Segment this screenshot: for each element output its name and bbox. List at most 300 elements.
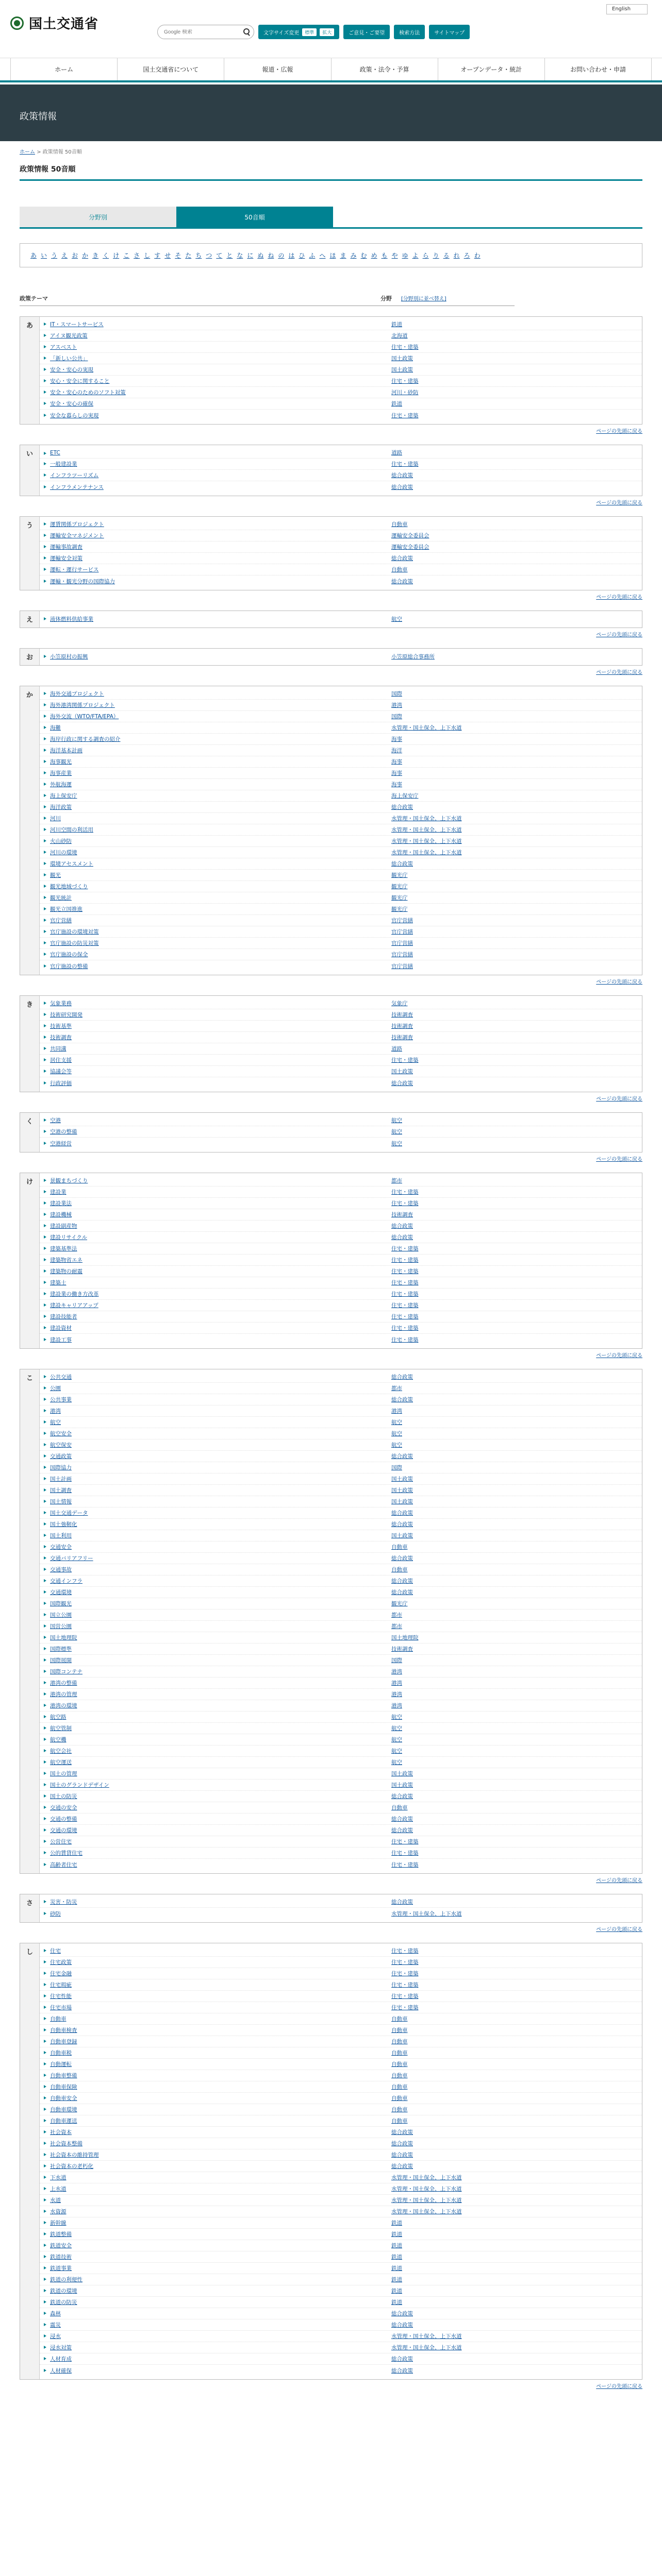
- policy-field-link[interactable]: 総合政策: [391, 1374, 413, 1380]
- policy-theme-link[interactable]: 社会資本: [40, 2128, 391, 2136]
- policy-theme-link[interactable]: 空港経営: [40, 1140, 391, 1147]
- policy-theme-link[interactable]: 技術基準: [40, 1022, 391, 1030]
- policy-theme-link[interactable]: 官庁施設の環境対策: [40, 928, 391, 936]
- policy-field-link[interactable]: 総合政策: [391, 578, 413, 585]
- policy-field-link[interactable]: 国土政策: [391, 367, 413, 373]
- kana-link[interactable]: の: [278, 252, 285, 259]
- policy-theme-link[interactable]: 国土計画: [40, 1475, 391, 1483]
- policy-theme-link[interactable]: アイヌ観光政策: [40, 332, 391, 340]
- policy-field-link[interactable]: 鉄道: [391, 401, 402, 407]
- policy-field-link[interactable]: 都市: [391, 1385, 402, 1392]
- kana-link[interactable]: せ: [164, 252, 171, 259]
- policy-theme-link[interactable]: 国際協力: [40, 1464, 391, 1471]
- kana-link[interactable]: あ: [30, 252, 37, 259]
- policy-theme-link[interactable]: 運輸安全対策: [40, 554, 391, 562]
- policy-field-link[interactable]: 自動車: [391, 521, 408, 528]
- kana-link[interactable]: も: [381, 252, 388, 259]
- policy-field-link[interactable]: 鉄道: [391, 2243, 402, 2249]
- policy-theme-link[interactable]: 社会資本の維持管理: [40, 2151, 391, 2159]
- policy-field-link[interactable]: 河川・砂防: [391, 389, 419, 396]
- policy-field-link[interactable]: 自動車: [391, 2050, 408, 2056]
- policy-theme-link[interactable]: 港湾の環境: [40, 1702, 391, 1709]
- nav-about[interactable]: 国土交通省について: [117, 58, 224, 80]
- page-top-link[interactable]: ページの先頭に戻る: [596, 670, 642, 675]
- page-top-link[interactable]: ページの先頭に戻る: [596, 2384, 642, 2389]
- policy-theme-link[interactable]: 安心・安全に関すること: [40, 377, 391, 385]
- policy-theme-link[interactable]: 社会資本の老朽化: [40, 2162, 391, 2170]
- policy-field-link[interactable]: 国土政策: [391, 1782, 413, 1788]
- policy-field-link[interactable]: 水管理・国土保全、上下水道: [391, 827, 462, 833]
- policy-theme-link[interactable]: 鉄道技術: [40, 2253, 391, 2261]
- policy-field-link[interactable]: 総合政策: [391, 804, 413, 810]
- policy-field-link[interactable]: 国際: [391, 1657, 402, 1664]
- policy-theme-link[interactable]: 鉄道の利便性: [40, 2276, 391, 2283]
- policy-field-link[interactable]: 住宅・建築: [391, 378, 419, 384]
- policy-theme-link[interactable]: 一般建設業: [40, 460, 391, 468]
- policy-theme-link[interactable]: IT・スマートサービス: [40, 320, 391, 328]
- kana-link[interactable]: き: [92, 252, 99, 259]
- policy-theme-link[interactable]: 住宅瑕疵: [40, 1981, 391, 1989]
- policy-theme-link[interactable]: 浸水: [40, 2332, 391, 2340]
- policy-field-link[interactable]: 道路: [391, 1046, 402, 1052]
- policy-field-link[interactable]: 航空: [391, 1748, 402, 1754]
- policy-theme-link[interactable]: 海洋基本計画: [40, 747, 391, 754]
- policy-field-link[interactable]: 国土政策: [391, 1771, 413, 1777]
- page-top-link[interactable]: ページの先頭に戻る: [596, 429, 642, 434]
- policy-field-link[interactable]: 自動車: [391, 2118, 408, 2124]
- policy-field-link[interactable]: 水管理・国土保全、上下水道: [391, 838, 462, 844]
- kana-link[interactable]: と: [226, 252, 233, 259]
- kana-link[interactable]: ろ: [464, 252, 470, 259]
- policy-theme-link[interactable]: 住宅市場: [40, 2004, 391, 2011]
- policy-theme-link[interactable]: 国土の防災: [40, 1792, 391, 1800]
- kana-link[interactable]: そ: [175, 252, 181, 259]
- policy-theme-link[interactable]: 建築物の耐震: [40, 1267, 391, 1275]
- policy-theme-link[interactable]: 環境アセスメント: [40, 860, 391, 868]
- kana-link[interactable]: は: [288, 252, 295, 259]
- policy-theme-link[interactable]: 国土のグランドデザイン: [40, 1781, 391, 1789]
- policy-field-link[interactable]: 住宅・建築: [391, 1336, 419, 1343]
- policy-field-link[interactable]: 住宅・建築: [391, 1325, 419, 1331]
- kana-link[interactable]: し: [144, 252, 151, 259]
- policy-theme-link[interactable]: 災害・防災: [40, 1898, 391, 1906]
- policy-theme-link[interactable]: 国立公園: [40, 1611, 391, 1619]
- policy-field-link[interactable]: 自動車: [391, 2073, 408, 2079]
- policy-field-link[interactable]: 総合政策: [391, 861, 413, 867]
- policy-theme-link[interactable]: 海事産業: [40, 769, 391, 777]
- policy-field-link[interactable]: 自動車: [391, 567, 408, 573]
- policy-theme-link[interactable]: 安全・安心の確保: [40, 400, 391, 408]
- policy-theme-link[interactable]: 下水道: [40, 2174, 391, 2181]
- policy-theme-link[interactable]: 液体燃料供給事業: [40, 615, 391, 623]
- policy-theme-link[interactable]: 建設業の働き方改革: [40, 1290, 391, 1298]
- policy-theme-link[interactable]: 協議会等: [40, 1067, 391, 1075]
- kana-link[interactable]: え: [61, 252, 68, 259]
- policy-theme-link[interactable]: 国土交通データ: [40, 1509, 391, 1517]
- kana-link[interactable]: る: [443, 252, 450, 259]
- policy-field-link[interactable]: 住宅・建築: [391, 1057, 419, 1063]
- policy-field-link[interactable]: 総合政策: [391, 2129, 413, 2136]
- policy-theme-link[interactable]: 航空路: [40, 1713, 391, 1721]
- policy-theme-link[interactable]: 空港: [40, 1116, 391, 1124]
- policy-field-link[interactable]: 住宅・建築: [391, 461, 419, 467]
- policy-field-link[interactable]: 国土政策: [391, 355, 413, 362]
- policy-theme-link[interactable]: 建築基準法: [40, 1245, 391, 1252]
- policy-theme-link[interactable]: 自動車検査: [40, 2026, 391, 2034]
- policy-field-link[interactable]: 住宅・建築: [391, 1993, 419, 1999]
- policy-theme-link[interactable]: 航空会社: [40, 1747, 391, 1755]
- page-top-link[interactable]: ページの先頭に戻る: [596, 1878, 642, 1884]
- policy-theme-link[interactable]: 運転・運行サービス: [40, 566, 391, 573]
- kana-link[interactable]: う: [51, 252, 58, 259]
- policy-field-link[interactable]: 港湾: [391, 702, 402, 708]
- policy-field-link[interactable]: 技術調査: [391, 1023, 413, 1029]
- policy-theme-link[interactable]: インフラツーリズム: [40, 471, 391, 479]
- sitemap-button[interactable]: サイトマップ: [429, 25, 470, 39]
- page-top-link[interactable]: ページの先頭に戻る: [596, 1157, 642, 1162]
- policy-field-link[interactable]: 気象庁: [391, 1001, 408, 1007]
- policy-field-link[interactable]: 水管理・国土保全、上下水道: [391, 1910, 462, 1917]
- policy-field-link[interactable]: 住宅・建築: [391, 1982, 419, 1988]
- policy-field-link[interactable]: 港湾: [391, 1703, 402, 1709]
- policy-field-link[interactable]: 住宅・建築: [391, 1971, 419, 1977]
- policy-field-link[interactable]: 航空: [391, 1725, 402, 1732]
- tab-kana[interactable]: 50音順: [176, 207, 333, 227]
- policy-field-link[interactable]: 住宅・建築: [391, 1861, 419, 1868]
- policy-field-link[interactable]: 観光庁: [391, 906, 408, 912]
- nav-press[interactable]: 報道・広報: [224, 58, 330, 80]
- policy-field-link[interactable]: 国際: [391, 691, 402, 697]
- nav-policy[interactable]: 政策・法令・予算: [331, 58, 438, 80]
- kana-link[interactable]: み: [350, 252, 357, 259]
- policy-theme-link[interactable]: 観光統計: [40, 894, 391, 902]
- policy-theme-link[interactable]: 上水道: [40, 2185, 391, 2193]
- policy-field-link[interactable]: 自動車: [391, 2095, 408, 2102]
- policy-theme-link[interactable]: 公営住宅: [40, 1838, 391, 1845]
- policy-field-link[interactable]: 自動車: [391, 2027, 408, 2033]
- policy-field-link[interactable]: 水管理・国土保全、上下水道: [391, 725, 462, 731]
- policy-field-link[interactable]: 海事: [391, 782, 402, 788]
- policy-field-link[interactable]: 航空: [391, 1759, 402, 1766]
- policy-theme-link[interactable]: 航空安全: [40, 1430, 391, 1437]
- kana-link[interactable]: ひ: [299, 252, 305, 259]
- policy-theme-link[interactable]: 自動車安全: [40, 2094, 391, 2102]
- policy-theme-link[interactable]: 国土の管理: [40, 1770, 391, 1777]
- opinion-button[interactable]: ご意見・ご要望: [343, 25, 390, 39]
- policy-field-link[interactable]: 住宅・建築: [391, 1302, 419, 1309]
- policy-theme-link[interactable]: アスベスト: [40, 343, 391, 351]
- kana-link[interactable]: く: [103, 252, 109, 259]
- policy-field-link[interactable]: 自動車: [391, 1544, 408, 1550]
- policy-theme-link[interactable]: 運輸・観光分野の国際協力: [40, 578, 391, 585]
- policy-field-link[interactable]: 航空: [391, 1140, 402, 1147]
- policy-field-link[interactable]: 自動車: [391, 1567, 408, 1573]
- policy-field-link[interactable]: 住宅・建築: [391, 1291, 419, 1297]
- policy-field-link[interactable]: 水管理・国土保全、上下水道: [391, 850, 462, 856]
- policy-theme-link[interactable]: 交通インフラ: [40, 1577, 391, 1585]
- policy-theme-link[interactable]: 安全・安心の実現: [40, 366, 391, 374]
- policy-theme-link[interactable]: 「新しい公共」: [40, 354, 391, 362]
- policy-theme-link[interactable]: 技術調査: [40, 1033, 391, 1041]
- policy-theme-link[interactable]: 官庁施設の保全: [40, 951, 391, 958]
- policy-field-link[interactable]: 自動車: [391, 1805, 408, 1811]
- policy-field-link[interactable]: 総合政策: [391, 1453, 413, 1460]
- search-input[interactable]: [164, 29, 241, 35]
- policy-theme-link[interactable]: 国営公園: [40, 1622, 391, 1630]
- policy-theme-link[interactable]: 人材確保: [40, 2367, 391, 2375]
- policy-field-link[interactable]: 住宅・建築: [391, 1850, 419, 1856]
- policy-field-link[interactable]: 運輸安全委員会: [391, 533, 429, 539]
- policy-theme-link[interactable]: 交通政策: [40, 1452, 391, 1460]
- policy-field-link[interactable]: 住宅・建築: [391, 2005, 419, 2011]
- kana-link[interactable]: ち: [195, 252, 202, 259]
- policy-field-link[interactable]: 航空: [391, 1442, 402, 1448]
- policy-field-link[interactable]: 都市: [391, 1612, 402, 1618]
- site-logo[interactable]: [10, 13, 98, 32]
- kana-link[interactable]: ま: [340, 252, 346, 259]
- policy-field-link[interactable]: 国土地理院: [391, 1635, 419, 1641]
- policy-theme-link[interactable]: 鉄道整備: [40, 2230, 391, 2238]
- policy-field-link[interactable]: 海上保安庁: [391, 793, 419, 799]
- kana-link[interactable]: ら: [422, 252, 429, 259]
- policy-theme-link[interactable]: 自動運転: [40, 2060, 391, 2068]
- kana-link[interactable]: け: [113, 252, 120, 259]
- policy-field-link[interactable]: 官庁営繕: [391, 918, 413, 924]
- policy-theme-link[interactable]: 官庁営繕: [40, 917, 391, 924]
- policy-theme-link[interactable]: 運賃関係プロジェクト: [40, 520, 391, 528]
- policy-field-link[interactable]: 総合政策: [391, 1223, 413, 1229]
- policy-field-link[interactable]: 総合政策: [391, 1397, 413, 1403]
- policy-theme-link[interactable]: 運輸事故調査: [40, 543, 391, 551]
- page-top-link[interactable]: ページの先頭に戻る: [596, 979, 642, 985]
- kana-link[interactable]: ね: [268, 252, 274, 259]
- nav-opendata[interactable]: オープンデータ・統計: [438, 58, 544, 80]
- policy-theme-link[interactable]: 砂防: [40, 1910, 391, 1918]
- policy-theme-link[interactable]: 官庁施設の整備: [40, 962, 391, 970]
- policy-field-link[interactable]: 技術調査: [391, 1212, 413, 1218]
- policy-field-link[interactable]: 総合政策: [391, 1521, 413, 1528]
- kana-link[interactable]: に: [247, 252, 254, 259]
- policy-theme-link[interactable]: 震災: [40, 2321, 391, 2329]
- policy-field-link[interactable]: 航空: [391, 1129, 402, 1135]
- policy-field-link[interactable]: 総合政策: [391, 1827, 413, 1834]
- policy-field-link[interactable]: 航空: [391, 1419, 402, 1426]
- policy-field-link[interactable]: 住宅・建築: [391, 1948, 419, 1954]
- nav-home[interactable]: ホーム: [10, 58, 117, 80]
- policy-field-link[interactable]: 住宅・建築: [391, 412, 419, 419]
- policy-field-link[interactable]: 水管理・国土保全、上下水道: [391, 2175, 462, 2181]
- kana-link[interactable]: す: [154, 252, 161, 259]
- policy-field-link[interactable]: 運輸安全委員会: [391, 544, 429, 550]
- policy-field-link[interactable]: 技術調査: [391, 1035, 413, 1041]
- policy-theme-link[interactable]: 海岸行政に関する調査の紹介: [40, 735, 391, 743]
- policy-theme-link[interactable]: 鉄道の防災: [40, 2298, 391, 2306]
- policy-field-link[interactable]: 自動車: [391, 2107, 408, 2113]
- policy-field-link[interactable]: 道路: [391, 450, 402, 456]
- policy-field-link[interactable]: 水管理・国土保全、上下水道: [391, 2345, 462, 2351]
- policy-theme-link[interactable]: 航空運送: [40, 1758, 391, 1766]
- policy-theme-link[interactable]: 河川空間の利活用: [40, 826, 391, 834]
- policy-field-link[interactable]: 総合政策: [391, 1510, 413, 1516]
- kana-link[interactable]: へ: [319, 252, 326, 259]
- policy-theme-link[interactable]: 交通の安全: [40, 1804, 391, 1811]
- policy-theme-link[interactable]: 景観まちづくり: [40, 1177, 391, 1184]
- kana-link[interactable]: た: [185, 252, 192, 259]
- policy-field-link[interactable]: 国際: [391, 714, 402, 720]
- policy-theme-link[interactable]: 共同溝: [40, 1045, 391, 1053]
- policy-field-link[interactable]: 住宅・建築: [391, 1314, 419, 1320]
- policy-field-link[interactable]: 航空: [391, 1117, 402, 1124]
- policy-field-link[interactable]: 小笠原総合事務所: [391, 653, 435, 660]
- policy-field-link[interactable]: 水管理・国土保全、上下水道: [391, 2186, 462, 2192]
- policy-field-link[interactable]: 住宅・建築: [391, 1200, 419, 1207]
- policy-theme-link[interactable]: 住宅金融: [40, 1970, 391, 1977]
- policy-theme-link[interactable]: 交通環境: [40, 1588, 391, 1596]
- policy-field-link[interactable]: 港湾: [391, 1680, 402, 1686]
- policy-field-link[interactable]: 総合政策: [391, 1589, 413, 1596]
- policy-theme-link[interactable]: 建設キャリアアップ: [40, 1301, 391, 1309]
- policy-theme-link[interactable]: 観光: [40, 871, 391, 879]
- policy-theme-link[interactable]: 海外交通プロジェクト: [40, 690, 391, 698]
- policy-theme-link[interactable]: 交通の整備: [40, 1815, 391, 1823]
- kana-link[interactable]: ほ: [329, 252, 336, 259]
- policy-field-link[interactable]: 都市: [391, 1178, 402, 1184]
- policy-field-link[interactable]: 総合政策: [391, 1234, 413, 1241]
- policy-field-link[interactable]: 住宅・建築: [391, 1257, 419, 1263]
- policy-field-link[interactable]: 総合政策: [391, 2311, 413, 2317]
- policy-theme-link[interactable]: 海上保安庁: [40, 792, 391, 800]
- policy-field-link[interactable]: 住宅・建築: [391, 1268, 419, 1275]
- policy-theme-link[interactable]: 官庁施設の防災対策: [40, 939, 391, 947]
- policy-theme-link[interactable]: 社会資本整備: [40, 2140, 391, 2147]
- policy-theme-link[interactable]: 海難: [40, 724, 391, 732]
- policy-field-link[interactable]: 住宅・建築: [391, 1839, 419, 1845]
- policy-theme-link[interactable]: 国際観光: [40, 1600, 391, 1607]
- policy-field-link[interactable]: 国土政策: [391, 1476, 413, 1482]
- policy-theme-link[interactable]: 住宅政策: [40, 1958, 391, 1966]
- policy-field-link[interactable]: 観光庁: [391, 884, 408, 890]
- policy-field-link[interactable]: 北海道: [391, 333, 408, 339]
- policy-theme-link[interactable]: 森林: [40, 2310, 391, 2317]
- policy-field-link[interactable]: 総合政策: [391, 2152, 413, 2158]
- page-top-link[interactable]: ページの先頭に戻る: [596, 1927, 642, 1933]
- policy-field-link[interactable]: 総合政策: [391, 1793, 413, 1800]
- policy-theme-link[interactable]: 観光立国推進: [40, 905, 391, 913]
- policy-theme-link[interactable]: 建設資材: [40, 1324, 391, 1332]
- search-method-button[interactable]: 検索方法: [394, 25, 425, 39]
- policy-theme-link[interactable]: 航空機: [40, 1736, 391, 1743]
- page-top-link[interactable]: ページの先頭に戻る: [596, 632, 642, 638]
- policy-theme-link[interactable]: 高齢者住宅: [40, 1861, 391, 1869]
- policy-field-link[interactable]: 総合政策: [391, 2367, 413, 2374]
- policy-theme-link[interactable]: 海外交流（WTO/FTA/EPA）: [40, 713, 391, 720]
- policy-theme-link[interactable]: 建設業法: [40, 1199, 391, 1207]
- policy-field-link[interactable]: 都市: [391, 1623, 402, 1630]
- kana-link[interactable]: む: [360, 252, 367, 259]
- page-top-link[interactable]: ページの先頭に戻る: [596, 595, 642, 600]
- policy-theme-link[interactable]: 気象業務: [40, 999, 391, 1007]
- kana-link[interactable]: り: [433, 252, 439, 259]
- page-top-link[interactable]: ページの先頭に戻る: [596, 1353, 642, 1359]
- policy-field-link[interactable]: 港湾: [391, 1669, 402, 1675]
- policy-field-link[interactable]: 総合政策: [391, 2163, 413, 2170]
- language-select[interactable]: English: [606, 4, 648, 14]
- search-icon[interactable]: [241, 27, 252, 37]
- policy-theme-link[interactable]: 建設リサイクル: [40, 1233, 391, 1241]
- policy-theme-link[interactable]: 海洋政策: [40, 803, 391, 811]
- kana-link[interactable]: め: [371, 252, 377, 259]
- policy-theme-link[interactable]: 新幹線: [40, 2219, 391, 2227]
- policy-field-link[interactable]: 港湾: [391, 1691, 402, 1698]
- policy-theme-link[interactable]: 海事観光: [40, 758, 391, 766]
- page-top-link[interactable]: ページの先頭に戻る: [596, 500, 642, 506]
- policy-theme-link[interactable]: 住宅性能: [40, 1992, 391, 2000]
- policy-field-link[interactable]: 官庁営繕: [391, 940, 413, 946]
- policy-field-link[interactable]: 自動車: [391, 2061, 408, 2067]
- policy-theme-link[interactable]: 交通事故: [40, 1566, 391, 1573]
- policy-theme-link[interactable]: 人材育成: [40, 2355, 391, 2363]
- policy-theme-link[interactable]: 建設副産物: [40, 1222, 391, 1230]
- policy-field-link[interactable]: 国土政策: [391, 1069, 413, 1075]
- policy-theme-link[interactable]: 国際標準: [40, 1645, 391, 1653]
- policy-theme-link[interactable]: 国土情報: [40, 1498, 391, 1505]
- policy-theme-link[interactable]: 居住支援: [40, 1056, 391, 1064]
- policy-field-link[interactable]: 鉄道: [391, 2277, 402, 2283]
- policy-field-link[interactable]: 自動車: [391, 2084, 408, 2090]
- policy-field-link[interactable]: 自動車: [391, 2016, 408, 2022]
- kana-link[interactable]: こ: [123, 252, 130, 259]
- policy-theme-link[interactable]: 火山砂防: [40, 837, 391, 845]
- breadcrumb-home[interactable]: ホーム: [20, 149, 35, 155]
- policy-theme-link[interactable]: 自動車整備: [40, 2072, 391, 2079]
- policy-theme-link[interactable]: 航空: [40, 1418, 391, 1426]
- policy-theme-link[interactable]: 鉄道事業: [40, 2264, 391, 2272]
- policy-field-link[interactable]: 水管理・国土保全、上下水道: [391, 2197, 462, 2204]
- policy-field-link[interactable]: 総合政策: [391, 1080, 413, 1087]
- policy-theme-link[interactable]: 鉄道安全: [40, 2242, 391, 2249]
- policy-field-link[interactable]: 住宅・建築: [391, 1280, 419, 1286]
- policy-theme-link[interactable]: ETC: [40, 450, 391, 456]
- policy-field-link[interactable]: 総合政策: [391, 472, 413, 479]
- nav-contact[interactable]: お問い合わせ・申請: [544, 58, 652, 80]
- policy-field-link[interactable]: 国土政策: [391, 1487, 413, 1494]
- policy-field-link[interactable]: 住宅・建築: [391, 1959, 419, 1965]
- policy-field-link[interactable]: 技術調査: [391, 1646, 413, 1652]
- policy-theme-link[interactable]: 安全・安心のためのソフト対策: [40, 388, 391, 396]
- kana-link[interactable]: ふ: [309, 252, 316, 259]
- policy-field-link[interactable]: 海事: [391, 736, 402, 742]
- policy-theme-link[interactable]: 河川: [40, 815, 391, 822]
- policy-theme-link[interactable]: 国土利用: [40, 1532, 391, 1539]
- kana-link[interactable]: よ: [412, 252, 419, 259]
- policy-field-link[interactable]: 住宅・建築: [391, 1189, 419, 1195]
- policy-field-link[interactable]: 鉄道: [391, 2299, 402, 2306]
- policy-field-link[interactable]: 航空: [391, 1714, 402, 1720]
- policy-field-link[interactable]: 鉄道: [391, 2265, 402, 2272]
- policy-field-link[interactable]: 水管理・国土保全、上下水道: [391, 2333, 462, 2340]
- kana-link[interactable]: つ: [206, 252, 212, 259]
- policy-field-link[interactable]: 水管理・国土保全、上下水道: [391, 816, 462, 822]
- policy-theme-link[interactable]: インフラメンテナンス: [40, 483, 391, 491]
- policy-field-link[interactable]: 鉄道: [391, 321, 402, 328]
- kana-link[interactable]: か: [82, 252, 89, 259]
- policy-field-link[interactable]: 総合政策: [391, 555, 413, 562]
- policy-theme-link[interactable]: 建築物省エネ: [40, 1256, 391, 1264]
- policy-theme-link[interactable]: 河川の環境: [40, 849, 391, 856]
- policy-field-link[interactable]: 総合政策: [391, 1555, 413, 1562]
- policy-field-link[interactable]: 鉄道: [391, 2254, 402, 2260]
- policy-field-link[interactable]: 官庁営繕: [391, 929, 413, 935]
